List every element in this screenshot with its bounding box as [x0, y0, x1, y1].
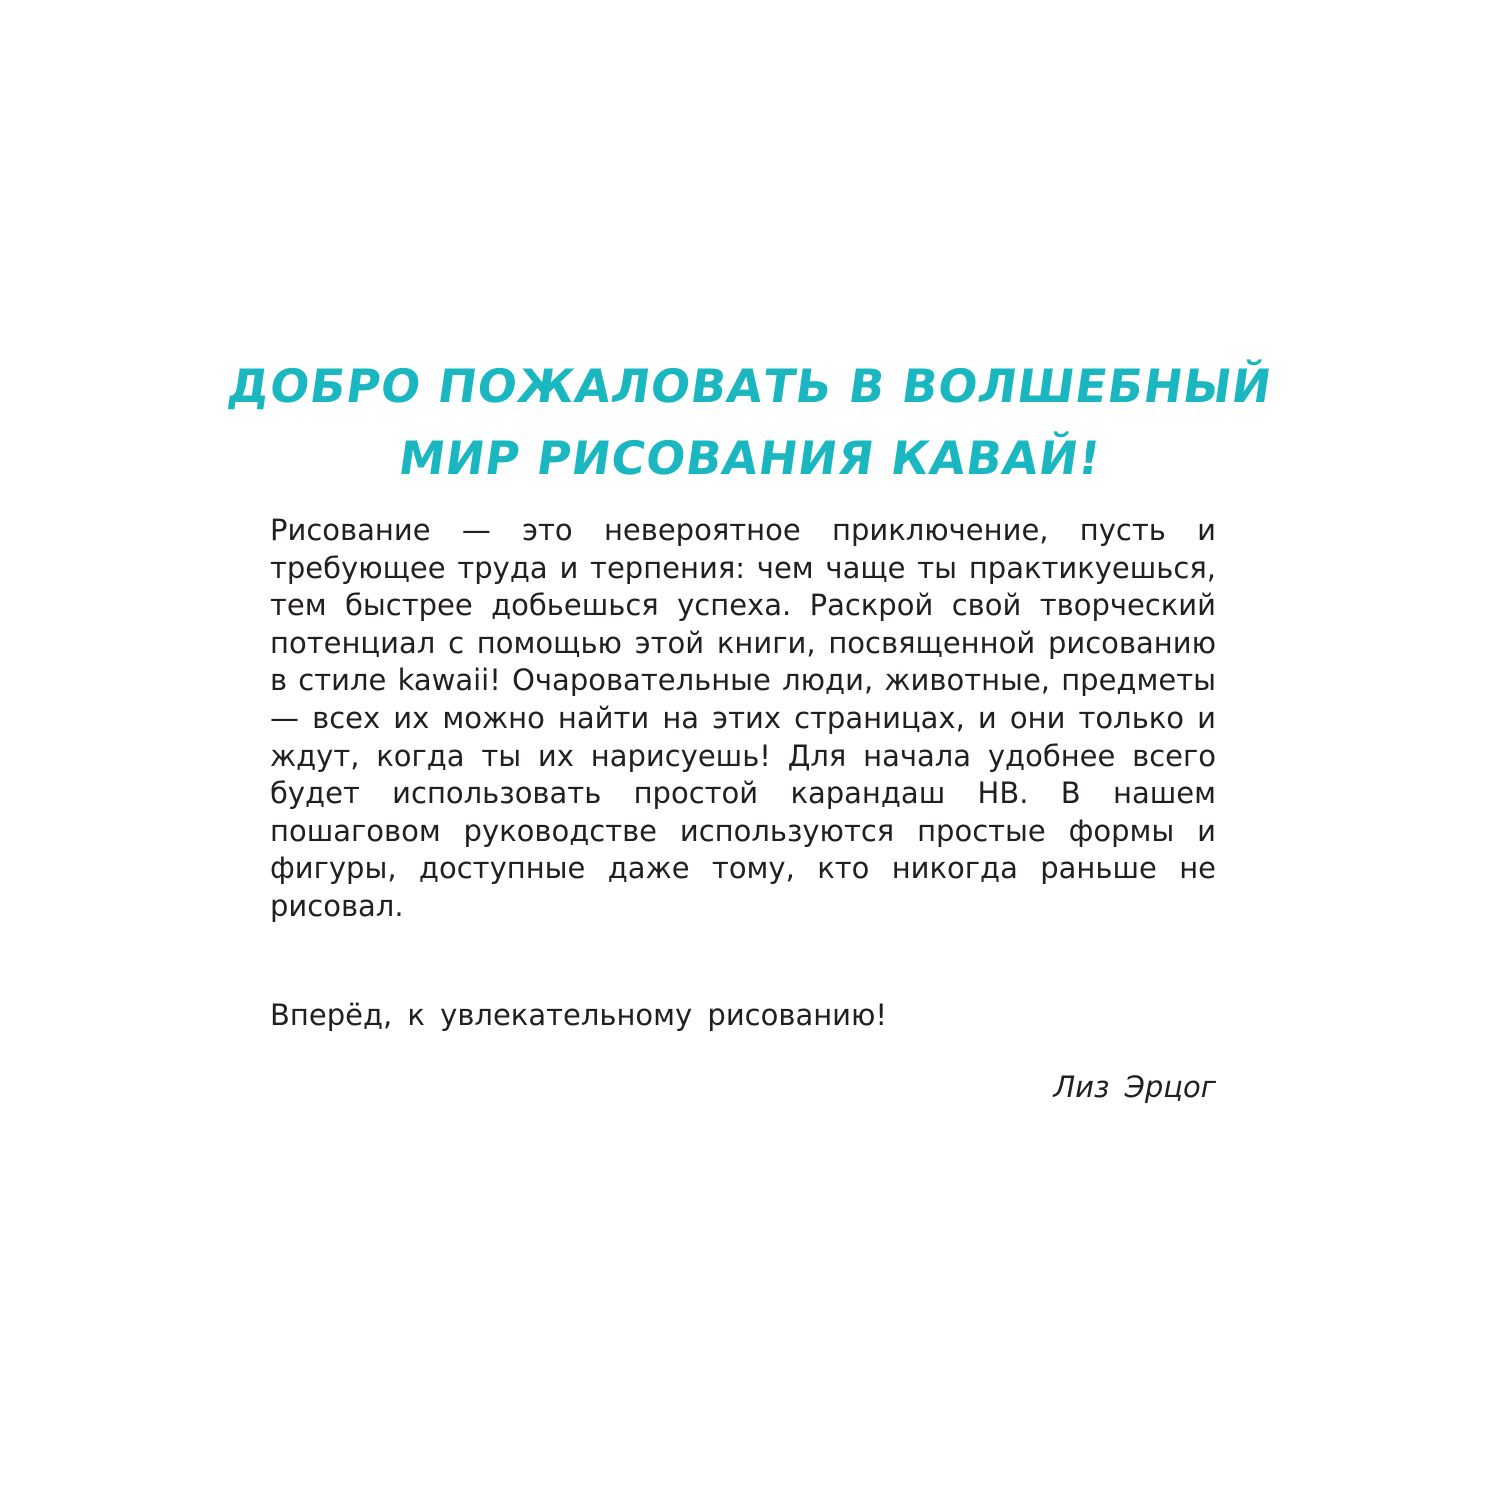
title-line-2: МИР РИСОВАНИЯ КАВАЙ! — [395, 431, 1105, 485]
title-line-1: ДОБРО ПОЖАЛОВАТЬ В ВОЛШЕБНЫЙ — [224, 359, 1276, 413]
author-signature: Лиз Эрцог — [1053, 1070, 1216, 1104]
page-title — [0, 350, 1500, 494]
closing-line: Вперёд, к увлекательному рисованию! — [270, 998, 888, 1032]
intro-paragraph: Рисование — это невероятное приключение, пусть и требующее труда и терпения: чем чаще ты практикуешься, тем быстрее добьешься успеха. Раскрой свой творческий потенциал с помощью этой книги, посвященной рисованию в стиле kawaii! Очаровательные люди, животные, предметы — всех их можно найти на этих страницах, и они только и ждут, когда ты их нарисуешь! Для начала удобнее всего будет использовать простой карандаш HB. В нашем пошаговом руководстве используются простые формы и фигуры, доступные даже тому, кто никогда раньше не рисовал. — [270, 513, 1216, 923]
